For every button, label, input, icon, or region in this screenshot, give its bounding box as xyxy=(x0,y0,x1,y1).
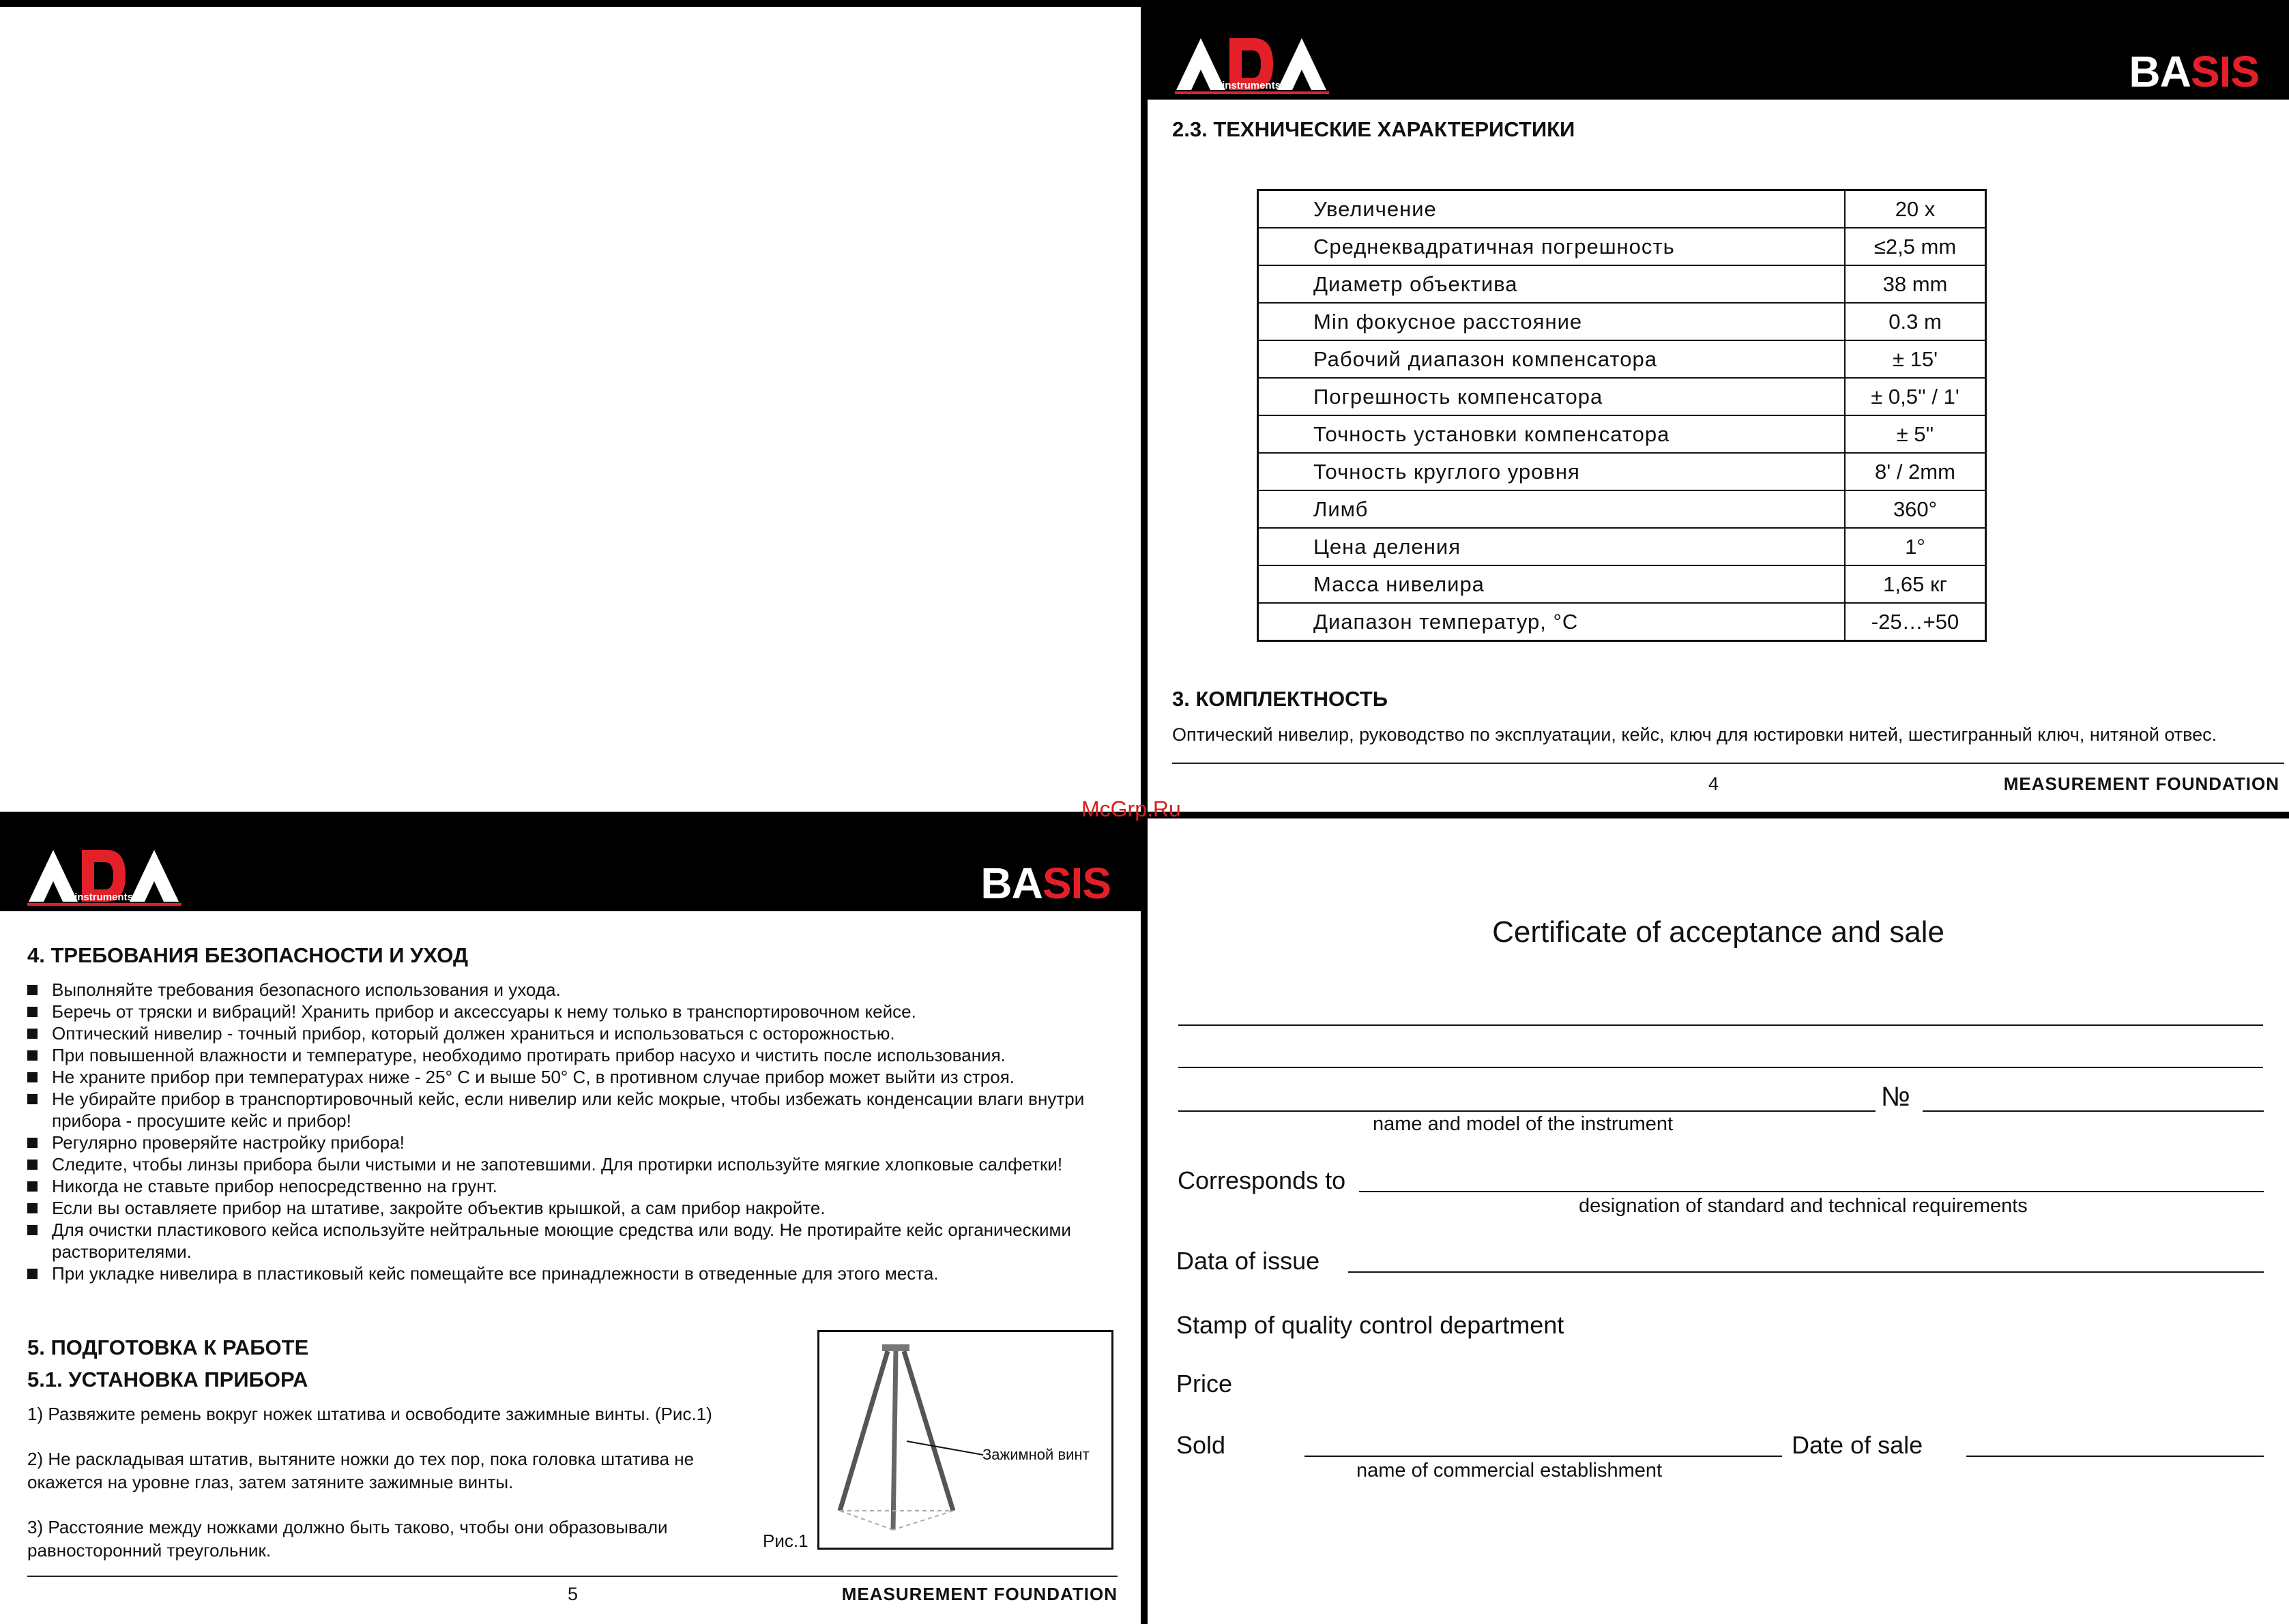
spec-row xyxy=(1258,228,1986,265)
safety-list xyxy=(27,979,1133,1284)
spec-value: ± 15' xyxy=(1845,340,1986,378)
bullet-icon xyxy=(27,985,38,995)
sale-date-line[interactable] xyxy=(1966,1456,2264,1457)
ada-logo xyxy=(1171,14,1332,97)
establishment-line[interactable] xyxy=(1304,1456,1782,1457)
safety-item-text: Оптический нивелир - точный прибор, который должен храниться и использоваться с осторожностью. xyxy=(52,1023,895,1044)
spec-row xyxy=(1258,528,1986,565)
spec-param: Среднеквадратичная погрешность xyxy=(1258,228,1846,265)
certificate-title: Certificate of acceptance and sale xyxy=(1492,915,1944,949)
spec-param: Масса нивелира xyxy=(1258,565,1846,603)
spec-value: 1° xyxy=(1845,528,1986,565)
spec-table xyxy=(1257,189,1987,642)
section-title-install: 5.1. УСТАНОВКА ПРИБОРА xyxy=(27,1368,308,1391)
safety-item xyxy=(27,1219,1133,1263)
step-1: 1) Развяжите ремень вокруг ножек штатива и освободите зажимные винты. (Рис.1) xyxy=(27,1404,712,1424)
safety-item xyxy=(27,1197,1133,1219)
spec-row xyxy=(1258,190,1986,228)
page-header xyxy=(1148,7,2289,100)
figure-label: Зажимной винт xyxy=(982,1446,1090,1463)
footer-brand: MEASUREMENT FOUNDATION xyxy=(2003,773,2279,794)
spec-row xyxy=(1258,603,1986,641)
corresponds-line[interactable] xyxy=(1359,1191,2264,1192)
certificate-page xyxy=(1148,818,2289,1624)
instrument-line-1[interactable] xyxy=(1178,1024,2263,1026)
ada-logo xyxy=(23,825,184,909)
bullet-icon xyxy=(27,1007,38,1017)
issue-date-line[interactable] xyxy=(1348,1271,2264,1273)
bullet-icon xyxy=(27,1181,38,1192)
bullet-icon xyxy=(27,1160,38,1170)
safety-item xyxy=(27,1175,1133,1197)
svg-text:instruments: instruments xyxy=(1222,80,1281,91)
safety-item-text: Если вы оставляете прибор на штативе, закройте объектив крышкой, а сам прибор накройте. xyxy=(52,1198,826,1218)
bullet-icon xyxy=(27,1029,38,1039)
spec-param: Лимб xyxy=(1258,490,1846,528)
serial-number-line[interactable] xyxy=(1923,1110,2264,1112)
safety-item xyxy=(27,1066,1133,1088)
safety-item xyxy=(27,1022,1133,1044)
kit-text: Оптический нивелир, руководство по эксплуатации, кейс, ключ для юстировки нитей, шестигранный ключ, нитяной отвес. xyxy=(1172,724,2217,745)
step-2: 2) Не раскладывая штатив, вытяните ножки до тех пор, пока головка штатива не окажется на уровне глаз, затем затяните зажимные винты. xyxy=(27,1449,695,1492)
spec-value: ≤2,5 mm xyxy=(1845,228,1986,265)
spec-value: -25…+50 xyxy=(1845,603,1986,641)
safety-item-text: Не храните прибор при температурах ниже - 25° С и выше 50° С, в противном случае прибор может выйти из строя. xyxy=(52,1067,1015,1087)
spec-row xyxy=(1258,453,1986,490)
safety-item xyxy=(27,1088,1133,1132)
bullet-icon xyxy=(27,1072,38,1082)
step-3: 3) Расстояние между ножками должно быть таково, чтобы они образовывали равносторонний треугольник. xyxy=(27,1517,668,1561)
spec-param: Min фокусное расстояние xyxy=(1258,303,1846,340)
spec-row xyxy=(1258,415,1986,453)
spec-row xyxy=(1258,303,1986,340)
spec-row xyxy=(1258,378,1986,415)
instrument-line-3[interactable] xyxy=(1178,1110,1876,1112)
section-title-safety: 4. ТРЕБОВАНИЯ БЕЗОПАСНОСТИ И УХОД xyxy=(27,943,469,967)
safety-item xyxy=(27,1132,1133,1153)
tripod-figure xyxy=(817,1330,1113,1550)
basis-brand: BASIS xyxy=(980,859,1111,908)
safety-item-text: Не убирайте прибор в транспортировочный кейс, если нивелир или кейс мокрые, чтобы избежать конденсации влаги внутри прибора - просушите кейс и прибор! xyxy=(52,1089,1085,1131)
blank-page xyxy=(0,7,1141,812)
basis-brand: BASIS xyxy=(2129,47,2259,96)
establishment-caption: name of commercial establishment xyxy=(1356,1460,1663,1481)
page-number: 5 xyxy=(568,1584,579,1604)
safety-item xyxy=(27,1044,1133,1066)
footer-brand: MEASUREMENT FOUNDATION xyxy=(841,1584,1118,1604)
bullet-icon xyxy=(27,1203,38,1213)
page-5 xyxy=(0,818,1141,1624)
safety-item-text: При повышенной влажности и температуре, необходимо протирать прибор насухо и чистить после использования. xyxy=(52,1045,1006,1065)
spec-value: 38 mm xyxy=(1845,265,1986,303)
price-label: Price xyxy=(1176,1370,1233,1398)
spec-param: Цена деления xyxy=(1258,528,1846,565)
safety-item-text: Для очистки пластикового кейса используйте нейтральные моющие средства или воду. Не протирайте кейс органическими растворителями. xyxy=(52,1220,1071,1262)
spec-value: ± 5'' xyxy=(1845,415,1986,453)
bullet-icon xyxy=(27,1138,38,1148)
safety-item xyxy=(27,1263,1133,1284)
safety-item xyxy=(27,1001,1133,1022)
tripod-icon xyxy=(819,1332,1111,1548)
section-title-prep: 5. ПОДГОТОВКА К РАБОТЕ xyxy=(27,1335,309,1359)
spec-value: ± 0,5'' / 1' xyxy=(1845,378,1986,415)
page-4 xyxy=(1148,7,2289,812)
safety-item-text: Беречь от тряски и вибраций! Хранить прибор и аксессуары к нему только в транспортировочном кейсе. xyxy=(52,1001,916,1022)
spec-value: 0.3 m xyxy=(1845,303,1986,340)
safety-item xyxy=(27,1153,1133,1175)
safety-item-text: Следите, чтобы линзы прибора были чистыми и не запотевшими. Для протирки используйте мягкие хлопковые салфетки! xyxy=(52,1154,1063,1175)
spec-param: Диаметр объектива xyxy=(1258,265,1846,303)
corresponds-label: Corresponds to xyxy=(1178,1166,1346,1194)
safety-item-text: Никогда не ставьте прибор непосредственно на грунт. xyxy=(52,1176,497,1196)
page-header xyxy=(0,818,1141,911)
spec-value: 20 x xyxy=(1845,190,1986,228)
safety-item-text: Выполняйте требования безопасного использования и ухода. xyxy=(52,979,561,1000)
safety-item-text: При укладке нивелира в пластиковый кейс помещайте все принадлежности в отведенные для этого места. xyxy=(52,1263,939,1284)
sale-date-label: Date of sale xyxy=(1792,1431,1923,1459)
spec-value: 360° xyxy=(1845,490,1986,528)
spec-param: Рабочий диапазон компенсатора xyxy=(1258,340,1846,378)
spec-value: 8' / 2mm xyxy=(1845,453,1986,490)
spec-row xyxy=(1258,340,1986,378)
safety-item-text: Регулярно проверяйте настройку прибора! xyxy=(52,1132,405,1153)
watermark: McGrp.Ru xyxy=(1081,797,1181,821)
spec-param: Диапазон температур, °C xyxy=(1258,603,1846,641)
spec-param: Точность круглого уровня xyxy=(1258,453,1846,490)
instrument-caption: name and model of the instrument xyxy=(1373,1113,1674,1135)
footer-divider xyxy=(27,1576,1118,1577)
bullet-icon xyxy=(27,1225,38,1235)
footer-divider xyxy=(1172,763,2284,764)
section-title-tech: 2.3. ТЕХНИЧЕСКИЕ ХАРАКТЕРИСТИКИ xyxy=(1172,117,1575,141)
page-number: 4 xyxy=(1708,773,1719,794)
spec-value: 1,65 кг xyxy=(1845,565,1986,603)
bullet-icon xyxy=(27,1269,38,1279)
spec-param: Точность установки компенсатора xyxy=(1258,415,1846,453)
svg-text:instruments: instruments xyxy=(74,891,133,903)
issue-date-label: Data of issue xyxy=(1176,1247,1320,1275)
number-sign: № xyxy=(1881,1082,1910,1112)
spec-row xyxy=(1258,265,1986,303)
safety-item xyxy=(27,979,1133,1001)
sold-label: Sold xyxy=(1176,1431,1226,1459)
standard-caption: designation of standard and technical requirements xyxy=(1579,1195,2028,1217)
bullet-icon xyxy=(27,1050,38,1061)
section-title-kit: 3. КОМПЛЕКТНОСТЬ xyxy=(1172,687,1388,711)
spec-param: Погрешность компенсатора xyxy=(1258,378,1846,415)
spec-row xyxy=(1258,490,1986,528)
bullet-icon xyxy=(27,1094,38,1104)
stamp-label: Stamp of quality control department xyxy=(1176,1311,1564,1339)
instrument-line-2[interactable] xyxy=(1178,1067,2263,1068)
spec-row xyxy=(1258,565,1986,603)
figure-caption: Рис.1 xyxy=(763,1531,808,1551)
spec-param: Увеличение xyxy=(1258,190,1846,228)
